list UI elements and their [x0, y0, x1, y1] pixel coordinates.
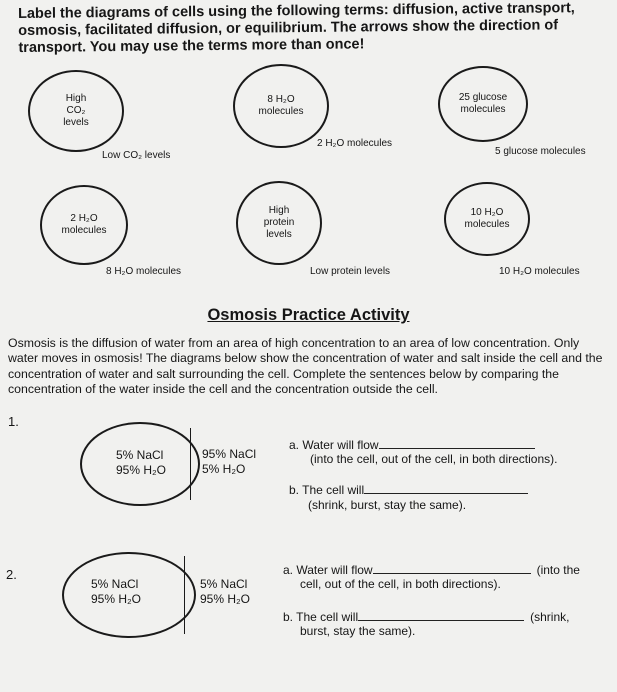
problem-2-b-options-1: (shrink, — [530, 610, 570, 624]
problem-2-divider — [184, 556, 185, 634]
problem-2-number: 2. — [6, 567, 17, 582]
problem-2-inside: 5% NaCl 95% H₂O — [91, 577, 142, 606]
diagram-5-inside: High protein levels — [263, 205, 295, 240]
problem-2-a-prefix: a. Water will flow — [283, 563, 373, 577]
diagram-3-cell — [438, 66, 528, 142]
diagram-5-outside: Low protein levels — [310, 266, 391, 277]
problem-1-a-prefix: a. Water will flow — [289, 438, 379, 452]
problem-1-divider — [190, 428, 191, 500]
diagram-3-inside: 25 glucose molecules — [458, 92, 508, 115]
problem-2-a-options-2: cell, out of the cell, in both directions). — [300, 577, 501, 591]
section-title: Osmosis Practice Activity — [207, 306, 410, 324]
diagram-6-inside: 10 H₂O molecules — [464, 207, 510, 230]
instructions-paragraph: Osmosis is the diffusion of water from an area of high concentration to an area of low concentration. Only water moves in osmosis! The diagrams below show the concentration of water and salt inside the cell and the concentration of water and salt surrounding the cell. Complete the sentences below by comparing the concentration of the water inside the cell and the concentration outside the cell. — [8, 336, 603, 397]
problem-1-b-options: (shrink, burst, stay the same). — [308, 498, 467, 512]
diagram-6-outside: 10 H₂O molecules — [499, 266, 580, 277]
problem-2-question-b — [283, 609, 569, 625]
diagram-2-outside: 2 H₂O molecules — [317, 138, 393, 149]
problem-2-b-blank[interactable] — [358, 609, 524, 621]
problem-1-outside: 95% NaCl 5% H₂O — [202, 447, 257, 476]
instructions: Label the diagrams of cells using the following terms: diffusion, active transport, osmosis, facilitated diffusion, or equilibrium. The arrows show the direction of transport. You may use the terms more than once! — [18, 0, 575, 56]
diagram-5-cell — [236, 181, 322, 265]
diagram-6-cell — [444, 182, 530, 256]
problem-2-outside: 5% NaCl 95% H₂O — [200, 577, 251, 606]
problem-1-question-b — [289, 482, 528, 498]
problem-2-a-options-1: (into the — [536, 563, 580, 577]
problem-2-b-prefix: b. The cell will — [283, 610, 359, 624]
problem-2-question-a — [283, 562, 580, 578]
problem-2-a-blank[interactable] — [373, 562, 531, 574]
problem-1-b-blank[interactable] — [364, 482, 528, 494]
diagram-1-inside: High CO₂ levels — [63, 93, 89, 128]
diagram-1-outside: Low CO₂ levels — [102, 150, 171, 161]
problem-1-number: 1. — [8, 414, 19, 429]
problem-2-b-options-2: burst, stay the same). — [300, 624, 416, 638]
diagram-3-outside: 5 glucose molecules — [495, 146, 586, 157]
diagram-4-outside: 8 H₂O molecules — [106, 266, 182, 277]
problem-1-b-prefix: b. The cell will — [289, 483, 365, 497]
problem-1-a-blank[interactable] — [379, 437, 535, 449]
problem-1-inside: 5% NaCl 95% H₂O — [116, 448, 167, 477]
problem-1-a-options: (into the cell, out of the cell, in both directions). — [310, 452, 558, 466]
diagram-4-inside: 2 H₂O molecules — [61, 213, 107, 236]
diagram-4-cell — [40, 185, 128, 265]
diagram-2-cell — [233, 64, 329, 148]
diagram-1-cell — [28, 70, 124, 152]
problem-1-question-a — [289, 437, 535, 453]
diagram-2-inside: 8 H₂O molecules — [258, 94, 304, 117]
